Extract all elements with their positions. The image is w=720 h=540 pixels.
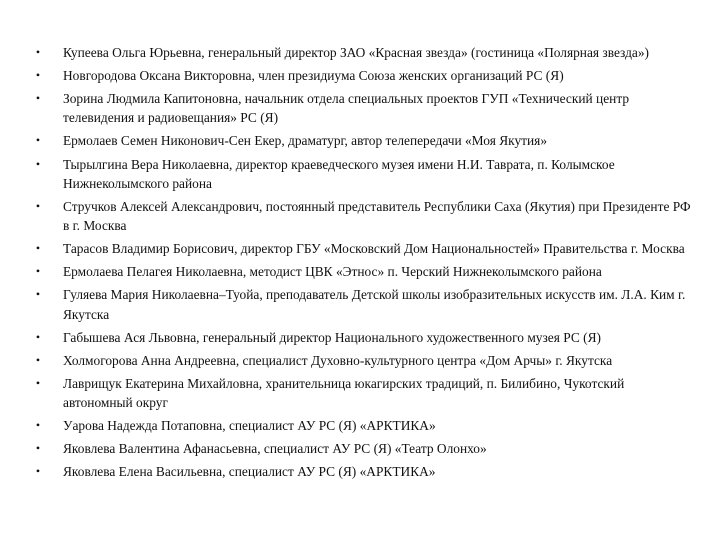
bullet-icon: • bbox=[35, 264, 41, 279]
list-item-text: Купеева Ольга Юрьевна, генеральный директор ЗАО «Красная звезда» (гостиница «Полярная звезда») bbox=[63, 45, 650, 60]
list-item-text: Тырылгина Вера Николаевна, директор краеведческого музея имени Н.И. Таврата, п. Колымское Нижнеколымского района bbox=[63, 156, 615, 191]
list-item bbox=[0, 262, 720, 281]
bullet-icon: • bbox=[35, 91, 41, 106]
bullet-icon: • bbox=[35, 133, 41, 148]
bullet-icon: • bbox=[35, 464, 41, 479]
list-item-text: Холмогорова Анна Андреевна, специалист Духовно-культурного центра «Дом Арчы» г. Якутска bbox=[63, 352, 613, 368]
bullet-icon: • bbox=[35, 418, 41, 433]
list-item bbox=[0, 155, 720, 193]
list-item bbox=[0, 374, 720, 412]
list-item bbox=[0, 328, 720, 347]
bullet-icon: • bbox=[35, 241, 41, 256]
list-item-text: Яковлева Елена Васильевна, специалист АУ РС (Я) «АРКТИКА» bbox=[63, 464, 436, 480]
list-item bbox=[0, 89, 720, 127]
list-item-text: Тарасов Владимир Борисович, директор ГБУ «Московский Дом Национальностей» Правительства г. Москва bbox=[63, 241, 685, 257]
bullet-icon: • bbox=[35, 198, 41, 213]
list-item bbox=[0, 351, 720, 370]
list-item-text: Ермолаева Пелагея Николаевна, методист ЦВК «Этнос» п. Черский Нижнеколымского района bbox=[63, 264, 602, 280]
bullet-icon: • bbox=[35, 156, 41, 171]
list-item-text: Стручков Алексей Александрович, постоянный представитель Республики Саха (Якутия) при Президенте РФ в г. Москва bbox=[63, 198, 691, 234]
list-item-text: Ермолаев Семен Никонович-Сен Екер, драматург, автор телепередачи «Моя Якутия» bbox=[63, 133, 548, 149]
list-item-text: Уарова Надежда Потаповна, специалист АУ РС (Я) «АРКТИКА» bbox=[63, 418, 436, 434]
list-item bbox=[0, 43, 720, 62]
bullet-icon: • bbox=[35, 68, 41, 83]
document-page bbox=[0, 43, 720, 485]
list-item-text: Новгородова Оксана Викторовна, член президиума Союза женских организаций РС (Я) bbox=[63, 68, 564, 84]
list-item bbox=[0, 197, 720, 235]
participant-list bbox=[0, 43, 720, 482]
list-item bbox=[0, 131, 720, 150]
list-item bbox=[0, 416, 720, 435]
list-item-text: Лаврищук Екатерина Михайловна, хранительница юкагирских традиций, п. Билибино, Чукотский автономный округ bbox=[63, 375, 625, 411]
list-item bbox=[0, 285, 720, 323]
bullet-icon: • bbox=[35, 441, 41, 456]
list-item-text: Габышева Ася Львовна, генеральный директор Национального художественного музея РС (Я) bbox=[63, 329, 601, 345]
bullet-icon: • bbox=[35, 375, 41, 390]
bullet-icon: • bbox=[35, 287, 41, 302]
list-item bbox=[0, 66, 720, 85]
bullet-icon: • bbox=[35, 352, 41, 367]
list-item bbox=[0, 462, 720, 481]
list-item bbox=[0, 439, 720, 458]
list-item bbox=[0, 239, 720, 258]
bullet-icon: • bbox=[35, 329, 41, 344]
list-item-text: Яковлева Валентина Афанасьевна, специалист АУ РС (Я) «Театр Олонхо» bbox=[63, 441, 487, 457]
bullet-icon: • bbox=[35, 45, 41, 59]
list-item-text: Гуляева Мария Николаевна–Туойа, преподаватель Детской школы изобразительных искусств им. Л.А. Ким г. Якутска bbox=[63, 287, 686, 322]
list-item-text: Зорина Людмила Капитоновна, начальник отдела специальных проектов ГУП «Технический центр телевидения и радиовещания» РС (Я) bbox=[63, 91, 630, 126]
